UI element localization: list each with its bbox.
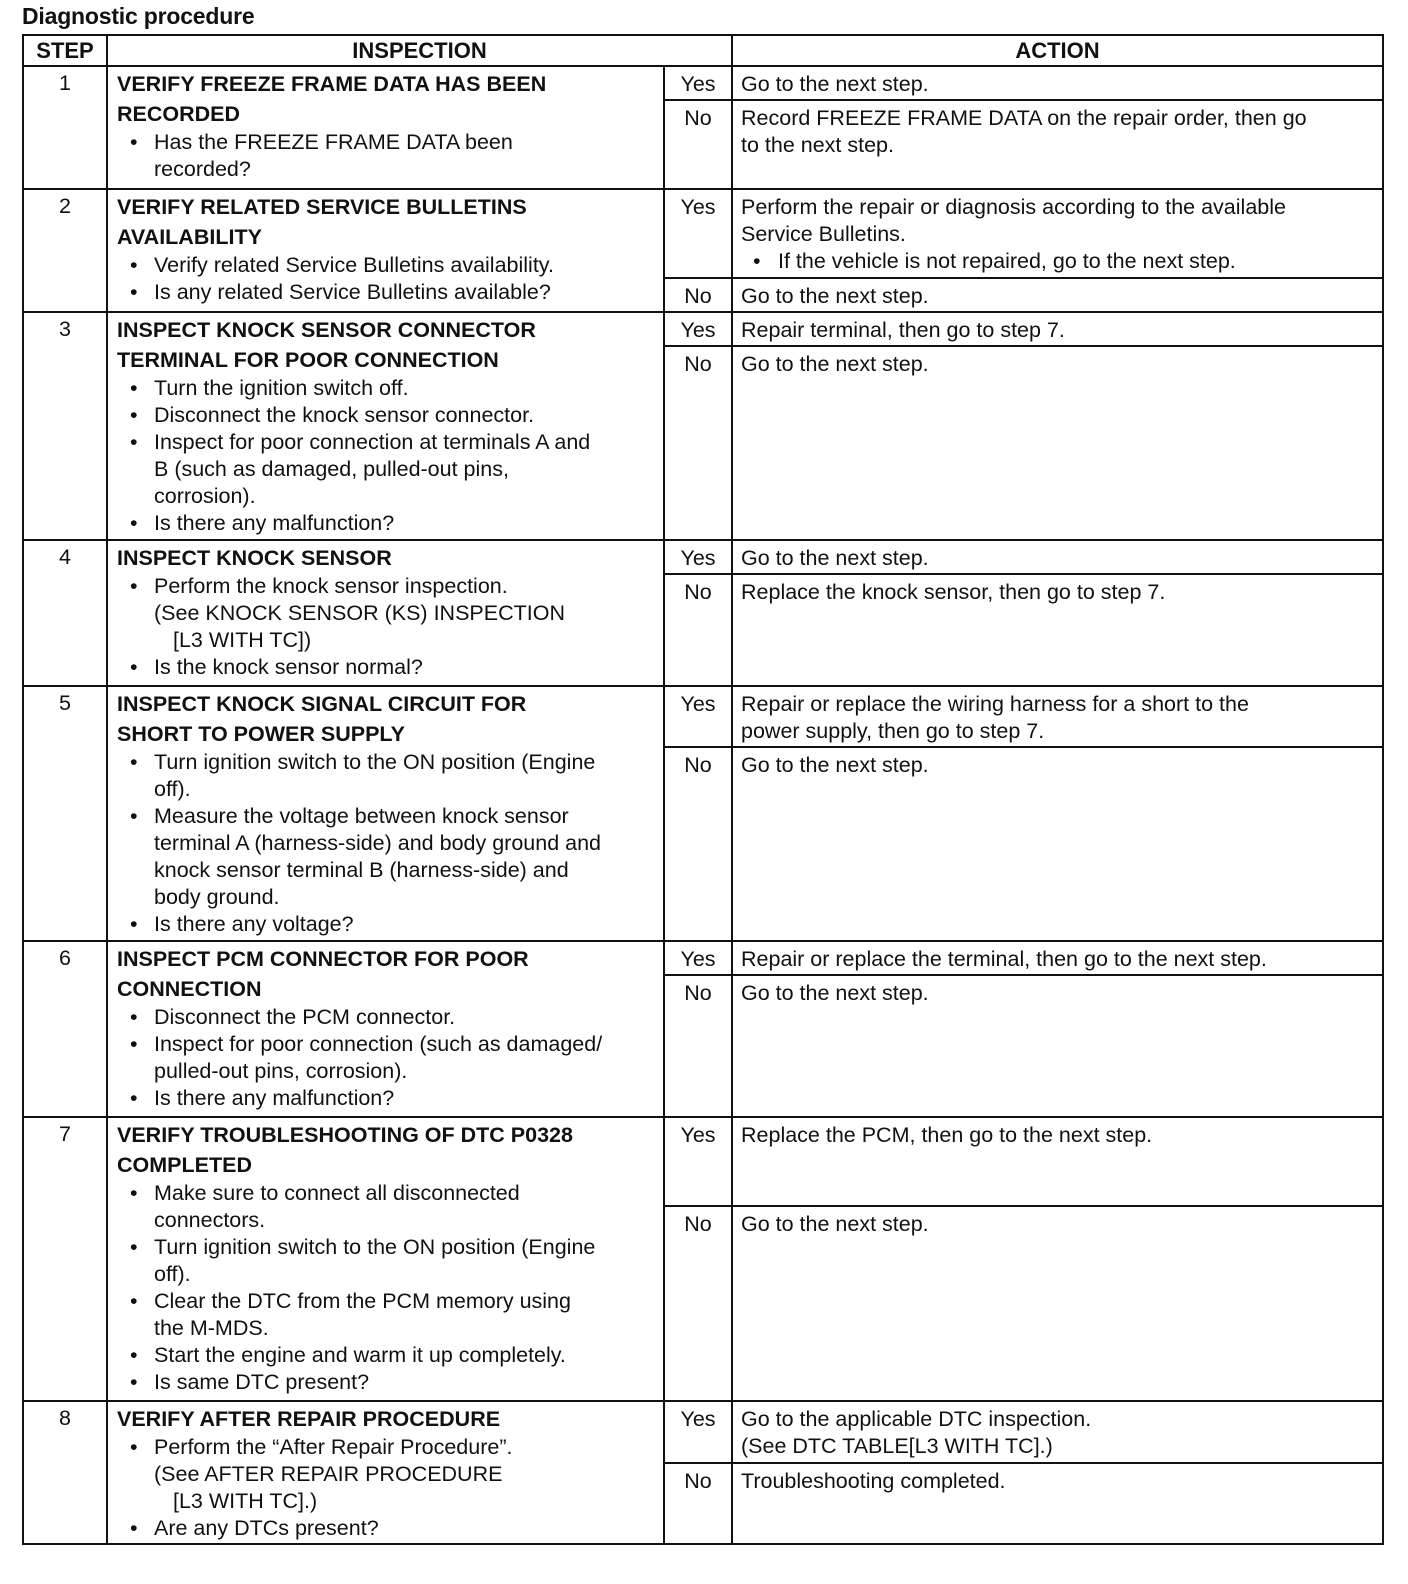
- inspection-bullet: [117, 1434, 657, 1461]
- answer-no: No: [664, 278, 732, 312]
- action-no: [732, 278, 1383, 312]
- step-number: 2: [23, 189, 107, 312]
- action-line: Go to the next step.: [741, 981, 929, 1005]
- bullet-line: • Perform the knock sensor inspection.: [154, 574, 508, 598]
- bullet-line: • Turn ignition switch to the ON position (Engine: [154, 1235, 596, 1259]
- bullet-line: body ground.: [154, 885, 280, 909]
- bullet-line: • Is the knock sensor normal?: [154, 655, 423, 679]
- answer-no: No: [664, 100, 732, 189]
- inspection-title: TERMINAL FOR POOR CONNECTION: [117, 348, 499, 372]
- action-line: Go to the next step.: [741, 753, 929, 777]
- answer-no: No: [664, 574, 732, 686]
- answer-yes: Yes: [664, 1401, 732, 1463]
- action-line: Replace the knock sensor, then go to step 7.: [741, 580, 1166, 604]
- step-number: 5: [23, 686, 107, 941]
- step-row: [23, 941, 1383, 975]
- inspection-bullet: [117, 911, 657, 938]
- step-row: [23, 312, 1383, 346]
- inspection-cell: [107, 1117, 664, 1401]
- action-yes: [732, 1117, 1383, 1206]
- step-row: [23, 1401, 1383, 1463]
- bullet-line: • Measure the voltage between knock sensor: [154, 804, 569, 828]
- inspection-bullet: [117, 279, 657, 306]
- header-action: ACTION: [732, 35, 1383, 66]
- action-no: [732, 574, 1383, 686]
- answer-yes: Yes: [664, 189, 732, 278]
- header-step: STEP: [23, 35, 107, 66]
- bullet-line: • Disconnect the PCM connector.: [154, 1005, 456, 1029]
- action-line: to the next step.: [741, 133, 894, 157]
- reference-line: [L3 WITH TC].): [173, 1489, 318, 1513]
- action-line: Go to the next step.: [741, 72, 929, 96]
- bullet-line: • Turn the ignition switch off.: [154, 376, 409, 400]
- action-line: Troubleshooting completed.: [741, 1468, 1006, 1493]
- bullet-line: • Verify related Service Bulletins availability.: [154, 253, 554, 277]
- bullet-line: • Start the engine and warm it up completely.: [154, 1343, 566, 1367]
- inspection-bullet: [117, 1180, 657, 1234]
- diagnostic-procedure-table: [22, 34, 1384, 1545]
- bullet-line: • Is there any voltage?: [154, 912, 354, 936]
- bullet-line: • Are any DTCs present?: [154, 1516, 379, 1540]
- step-row: [23, 1117, 1383, 1206]
- header-inspection: INSPECTION: [107, 35, 732, 66]
- bullet-line: off).: [154, 777, 191, 801]
- bullet-line: • Perform the “After Repair Procedure”.: [154, 1435, 513, 1459]
- action-line: power supply, then go to step 7.: [741, 719, 1045, 743]
- inspection-bullet: [117, 1515, 657, 1542]
- action-yes: [732, 1401, 1383, 1463]
- inspection-title: VERIFY TROUBLESHOOTING OF DTC P0328: [117, 1123, 573, 1147]
- action-yes: [732, 189, 1383, 278]
- action-line: Go to the next step.: [741, 1212, 929, 1236]
- bullet-line: pulled-out pins, corrosion).: [154, 1059, 408, 1083]
- action-line: Go to the next step.: [741, 284, 929, 308]
- bullet-line: knock sensor terminal B (harness-side) and: [154, 858, 569, 882]
- step-row: [23, 189, 1383, 278]
- action-line: Record FREEZE FRAME DATA on the repair order, then go: [741, 106, 1307, 130]
- inspection-cell: [107, 312, 664, 540]
- answer-no: No: [664, 1463, 732, 1544]
- action-line: Go to the next step.: [741, 352, 929, 376]
- inspection-title: AVAILABILITY: [117, 225, 262, 249]
- inspection-cell: [107, 686, 664, 941]
- bullet-line: • Is any related Service Bulletins available?: [154, 280, 551, 304]
- answer-no: No: [664, 747, 732, 941]
- bullet-line: the M-MDS.: [154, 1316, 269, 1340]
- inspection-title: INSPECT KNOCK SENSOR: [117, 546, 392, 570]
- bullet-line: • Disconnect the knock sensor connector.: [154, 403, 535, 427]
- answer-yes: Yes: [664, 66, 732, 100]
- inspection-bullet: [117, 573, 657, 600]
- inspection-bullet: [117, 1085, 657, 1112]
- inspection-bullet: [117, 803, 657, 911]
- inspection-bullet: [117, 1288, 657, 1342]
- step-number: 7: [23, 1117, 107, 1401]
- bullet-line: corrosion).: [154, 484, 256, 508]
- inspection-bullet: [117, 749, 657, 803]
- inspection-bullet: [117, 1369, 657, 1396]
- inspection-bullet: [117, 252, 657, 279]
- inspection-title: INSPECT PCM CONNECTOR FOR POOR: [117, 947, 529, 971]
- inspection-title: VERIFY FREEZE FRAME DATA HAS BEEN: [117, 72, 547, 96]
- inspection-bullet: [117, 402, 657, 429]
- inspection-title: INSPECT KNOCK SENSOR CONNECTOR: [117, 318, 536, 342]
- inspection-title: INSPECT KNOCK SIGNAL CIRCUIT FOR: [117, 692, 527, 716]
- action-bullet: • If the vehicle is not repaired, go to the next step.: [741, 248, 1374, 275]
- answer-yes: Yes: [664, 941, 732, 975]
- inspection-bullet: [117, 1031, 657, 1085]
- action-no: [732, 1463, 1383, 1544]
- action-line: Service Bulletins.: [741, 222, 906, 246]
- bullet-line: • Is there any malfunction?: [154, 511, 395, 535]
- action-yes: [732, 312, 1383, 346]
- bullet-line: terminal A (harness-side) and body ground and: [154, 831, 601, 855]
- bullet-line: • Is there any malfunction?: [154, 1086, 395, 1110]
- bullet-line: • Make sure to connect all disconnected: [154, 1181, 520, 1205]
- bullet-line: • Has the FREEZE FRAME DATA been: [154, 130, 513, 154]
- inspection-bullet: [117, 1234, 657, 1288]
- bullet-line: • Is same DTC present?: [154, 1370, 370, 1394]
- reference-line: (See KNOCK SENSOR (KS) INSPECTION: [154, 601, 565, 625]
- step-number: 4: [23, 540, 107, 686]
- inspection-cell: [107, 189, 664, 312]
- bullet-line: • Turn ignition switch to the ON position (Engine: [154, 750, 596, 774]
- inspection-cell: [107, 540, 664, 686]
- reference-line: [L3 WITH TC]): [173, 628, 312, 652]
- inspection-bullet: [117, 429, 657, 510]
- step-number: 8: [23, 1401, 107, 1544]
- action-line: Repair or replace the terminal, then go to the next step.: [741, 947, 1267, 971]
- bullet-line: • Inspect for poor connection at terminals A and: [154, 430, 591, 454]
- action-yes: [732, 66, 1383, 100]
- action-line: Replace the PCM, then go to the next step.: [741, 1123, 1153, 1147]
- step-row: [23, 66, 1383, 100]
- answer-no: No: [664, 1206, 732, 1401]
- bullet-line: connectors.: [154, 1208, 266, 1232]
- step-row: [23, 686, 1383, 747]
- action-no: [732, 747, 1383, 941]
- answer-yes: Yes: [664, 540, 732, 574]
- action-no: [732, 100, 1383, 189]
- inspection-title: RECORDED: [117, 102, 241, 126]
- action-no: [732, 975, 1383, 1117]
- page-title: Diagnostic procedure: [22, 3, 255, 29]
- table-header-row: [23, 35, 1383, 66]
- inspection-bullet: [117, 510, 657, 537]
- inspection-bullet: [117, 654, 657, 681]
- action-line: (See DTC TABLE[L3 WITH TC].): [741, 1434, 1053, 1458]
- answer-no: No: [664, 975, 732, 1117]
- answer-yes: Yes: [664, 312, 732, 346]
- bullet-line: recorded?: [154, 157, 251, 181]
- action-line: Repair or replace the wiring harness for a short to the: [741, 692, 1249, 716]
- inspection-bullet: [117, 1004, 657, 1031]
- action-yes: [732, 941, 1383, 975]
- inspection-title: CONNECTION: [117, 977, 262, 1001]
- action-yes: [732, 686, 1383, 747]
- inspection-cell: [107, 1401, 664, 1544]
- answer-yes: Yes: [664, 686, 732, 747]
- inspection-cell: [107, 941, 664, 1117]
- inspection-bullet: [117, 375, 657, 402]
- inspection-title: COMPLETED: [117, 1153, 252, 1177]
- inspection-title: VERIFY AFTER REPAIR PROCEDURE: [117, 1407, 501, 1431]
- inspection-title: SHORT TO POWER SUPPLY: [117, 722, 405, 746]
- inspection-cell: [107, 66, 664, 189]
- action-line: Repair terminal, then go to step 7.: [741, 318, 1065, 342]
- action-line: Go to the applicable DTC inspection.: [741, 1407, 1092, 1431]
- step-number: 1: [23, 66, 107, 189]
- reference-line: (See AFTER REPAIR PROCEDURE: [154, 1462, 503, 1486]
- action-yes: [732, 540, 1383, 574]
- answer-yes: Yes: [664, 1117, 732, 1206]
- action-no: [732, 1206, 1383, 1401]
- table-body: [23, 66, 1383, 1544]
- bullet-line: • Inspect for poor connection (such as damaged/: [154, 1032, 603, 1056]
- action-no: [732, 346, 1383, 540]
- action-line: Go to the next step.: [741, 546, 929, 570]
- step-number: 6: [23, 941, 107, 1117]
- action-line: Perform the repair or diagnosis according to the available: [741, 195, 1286, 219]
- step-number: 3: [23, 312, 107, 540]
- answer-no: No: [664, 346, 732, 540]
- inspection-bullet: [117, 129, 657, 183]
- inspection-title: VERIFY RELATED SERVICE BULLETINS: [117, 195, 527, 219]
- bullet-line: • Clear the DTC from the PCM memory using: [154, 1289, 571, 1313]
- bullet-line: off).: [154, 1262, 191, 1286]
- bullet-line: B (such as damaged, pulled-out pins,: [154, 457, 509, 481]
- step-row: [23, 540, 1383, 574]
- inspection-bullet: [117, 1342, 657, 1369]
